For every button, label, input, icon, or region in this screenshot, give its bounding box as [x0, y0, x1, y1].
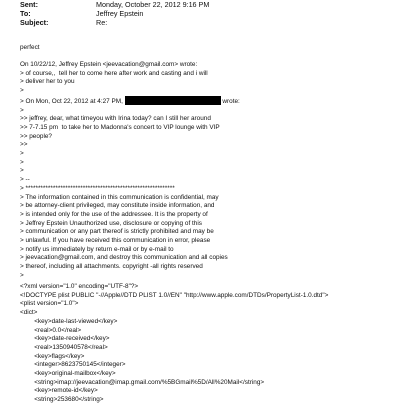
disclaimer-line: > is intended only for the use of the addressee. It is the property of	[20, 210, 208, 218]
plist-xml	[20, 283, 398, 405]
quote-line: >> people?	[20, 132, 52, 140]
xml-line: <key>date-last-viewed</key>	[20, 317, 118, 325]
star-divider: > ************************************************************	[20, 184, 175, 192]
quote-line: >	[20, 158, 24, 166]
disclaimer-line: > jeevacation@gmail.com, and destroy this communication and all copies	[20, 254, 228, 262]
quote-line: >	[20, 167, 24, 175]
xml-line: <real>1350940578</real>	[20, 343, 108, 351]
quote-header-prefix: > On Mon, Oct 22, 2012 at 4:27 PM,	[20, 97, 123, 105]
subject-row	[20, 18, 107, 27]
quote-line: > of course,, tell her to come here after work and casting and i will	[20, 69, 208, 77]
quote-line: On 10/22/12, Jeffrey Epstein <jeevacation@gmail.com> wrote:	[20, 61, 198, 68]
disclaimer-line: > Jeffrey Epstein Unauthorized use, disclosure or copying of this	[20, 219, 202, 227]
sent-label: Sent:	[20, 0, 38, 9]
to-label: To:	[20, 9, 31, 18]
disclaimer-line: > unlawful. If you have received this communication in error, please	[20, 237, 211, 245]
xml-line: <!DOCTYPE plist PUBLIC "-//Apple//DTD PLIST 1.0//EN" "http://www.apple.com/DTDs/PropertyList-1.0.dtd">	[20, 291, 329, 299]
xml-line: <key>original-mailbox</key>	[20, 370, 116, 378]
quote-header	[20, 96, 390, 107]
xml-line: <string>253680</string>	[20, 396, 104, 404]
quote-line: > deliver her to you	[20, 78, 75, 86]
xml-line: <plist version="1.0">	[20, 300, 79, 308]
quote-header-suffix: wrote:	[222, 97, 240, 105]
xml-line: <dict>	[20, 309, 38, 317]
disclaimer-line: >	[20, 271, 24, 279]
signature-separator: > --	[20, 176, 30, 184]
xml-line: <?xml version="1.0" encoding="UTF-8"?>	[20, 283, 139, 290]
xml-line: <key>remote-id</key>	[20, 387, 98, 395]
xml-line: <string>imap://jeevacation@imap.gmail.com/%5BGmail%5D/All%20Mail</string>	[20, 378, 265, 386]
email-body	[20, 61, 390, 281]
disclaimer-line: > communication or any part thereof is strictly prohibited and may be	[20, 228, 214, 236]
quote-line: >	[20, 150, 24, 158]
disclaimer-line: > notify us immediately by return e-mail or by e-mail to	[20, 245, 174, 253]
xml-line: <real>0.0</real>	[20, 326, 82, 334]
quote-line: >> jeffrey, dear, what timeyou with Irina today? can I still her around	[20, 115, 211, 123]
quote-line: >	[20, 87, 24, 95]
to-value: Jeffrey Epstein	[96, 9, 144, 18]
sent-row	[20, 0, 209, 9]
to-row	[20, 9, 143, 18]
quote-line: >> 7-7.15 pm to take her to Madonna's concert to VIP lounge with VIP	[20, 123, 220, 131]
quote-line: >	[20, 106, 24, 114]
disclaimer-line: > be attorney-client privileged, may constitute inside information, and	[20, 202, 215, 210]
disclaimer-line: > thereof, including all attachments. copyright -all rights reserved	[20, 263, 203, 271]
subject-label: Subject:	[20, 18, 49, 27]
disclaimer-line: > The information contained in this communication is confidential, may	[20, 193, 219, 201]
xml-line: <key>flags</key>	[20, 352, 85, 360]
xml-line: <integer>8623750145</integer>	[20, 361, 126, 369]
sent-value: Monday, October 22, 2012 9:16 PM	[96, 0, 210, 9]
redaction-box	[125, 96, 221, 105]
xml-line: <key>date-received</key>	[20, 335, 110, 343]
quote-line: >>	[20, 141, 28, 149]
reply-text: perfect	[20, 44, 40, 51]
subject-value: Re:	[96, 18, 108, 27]
